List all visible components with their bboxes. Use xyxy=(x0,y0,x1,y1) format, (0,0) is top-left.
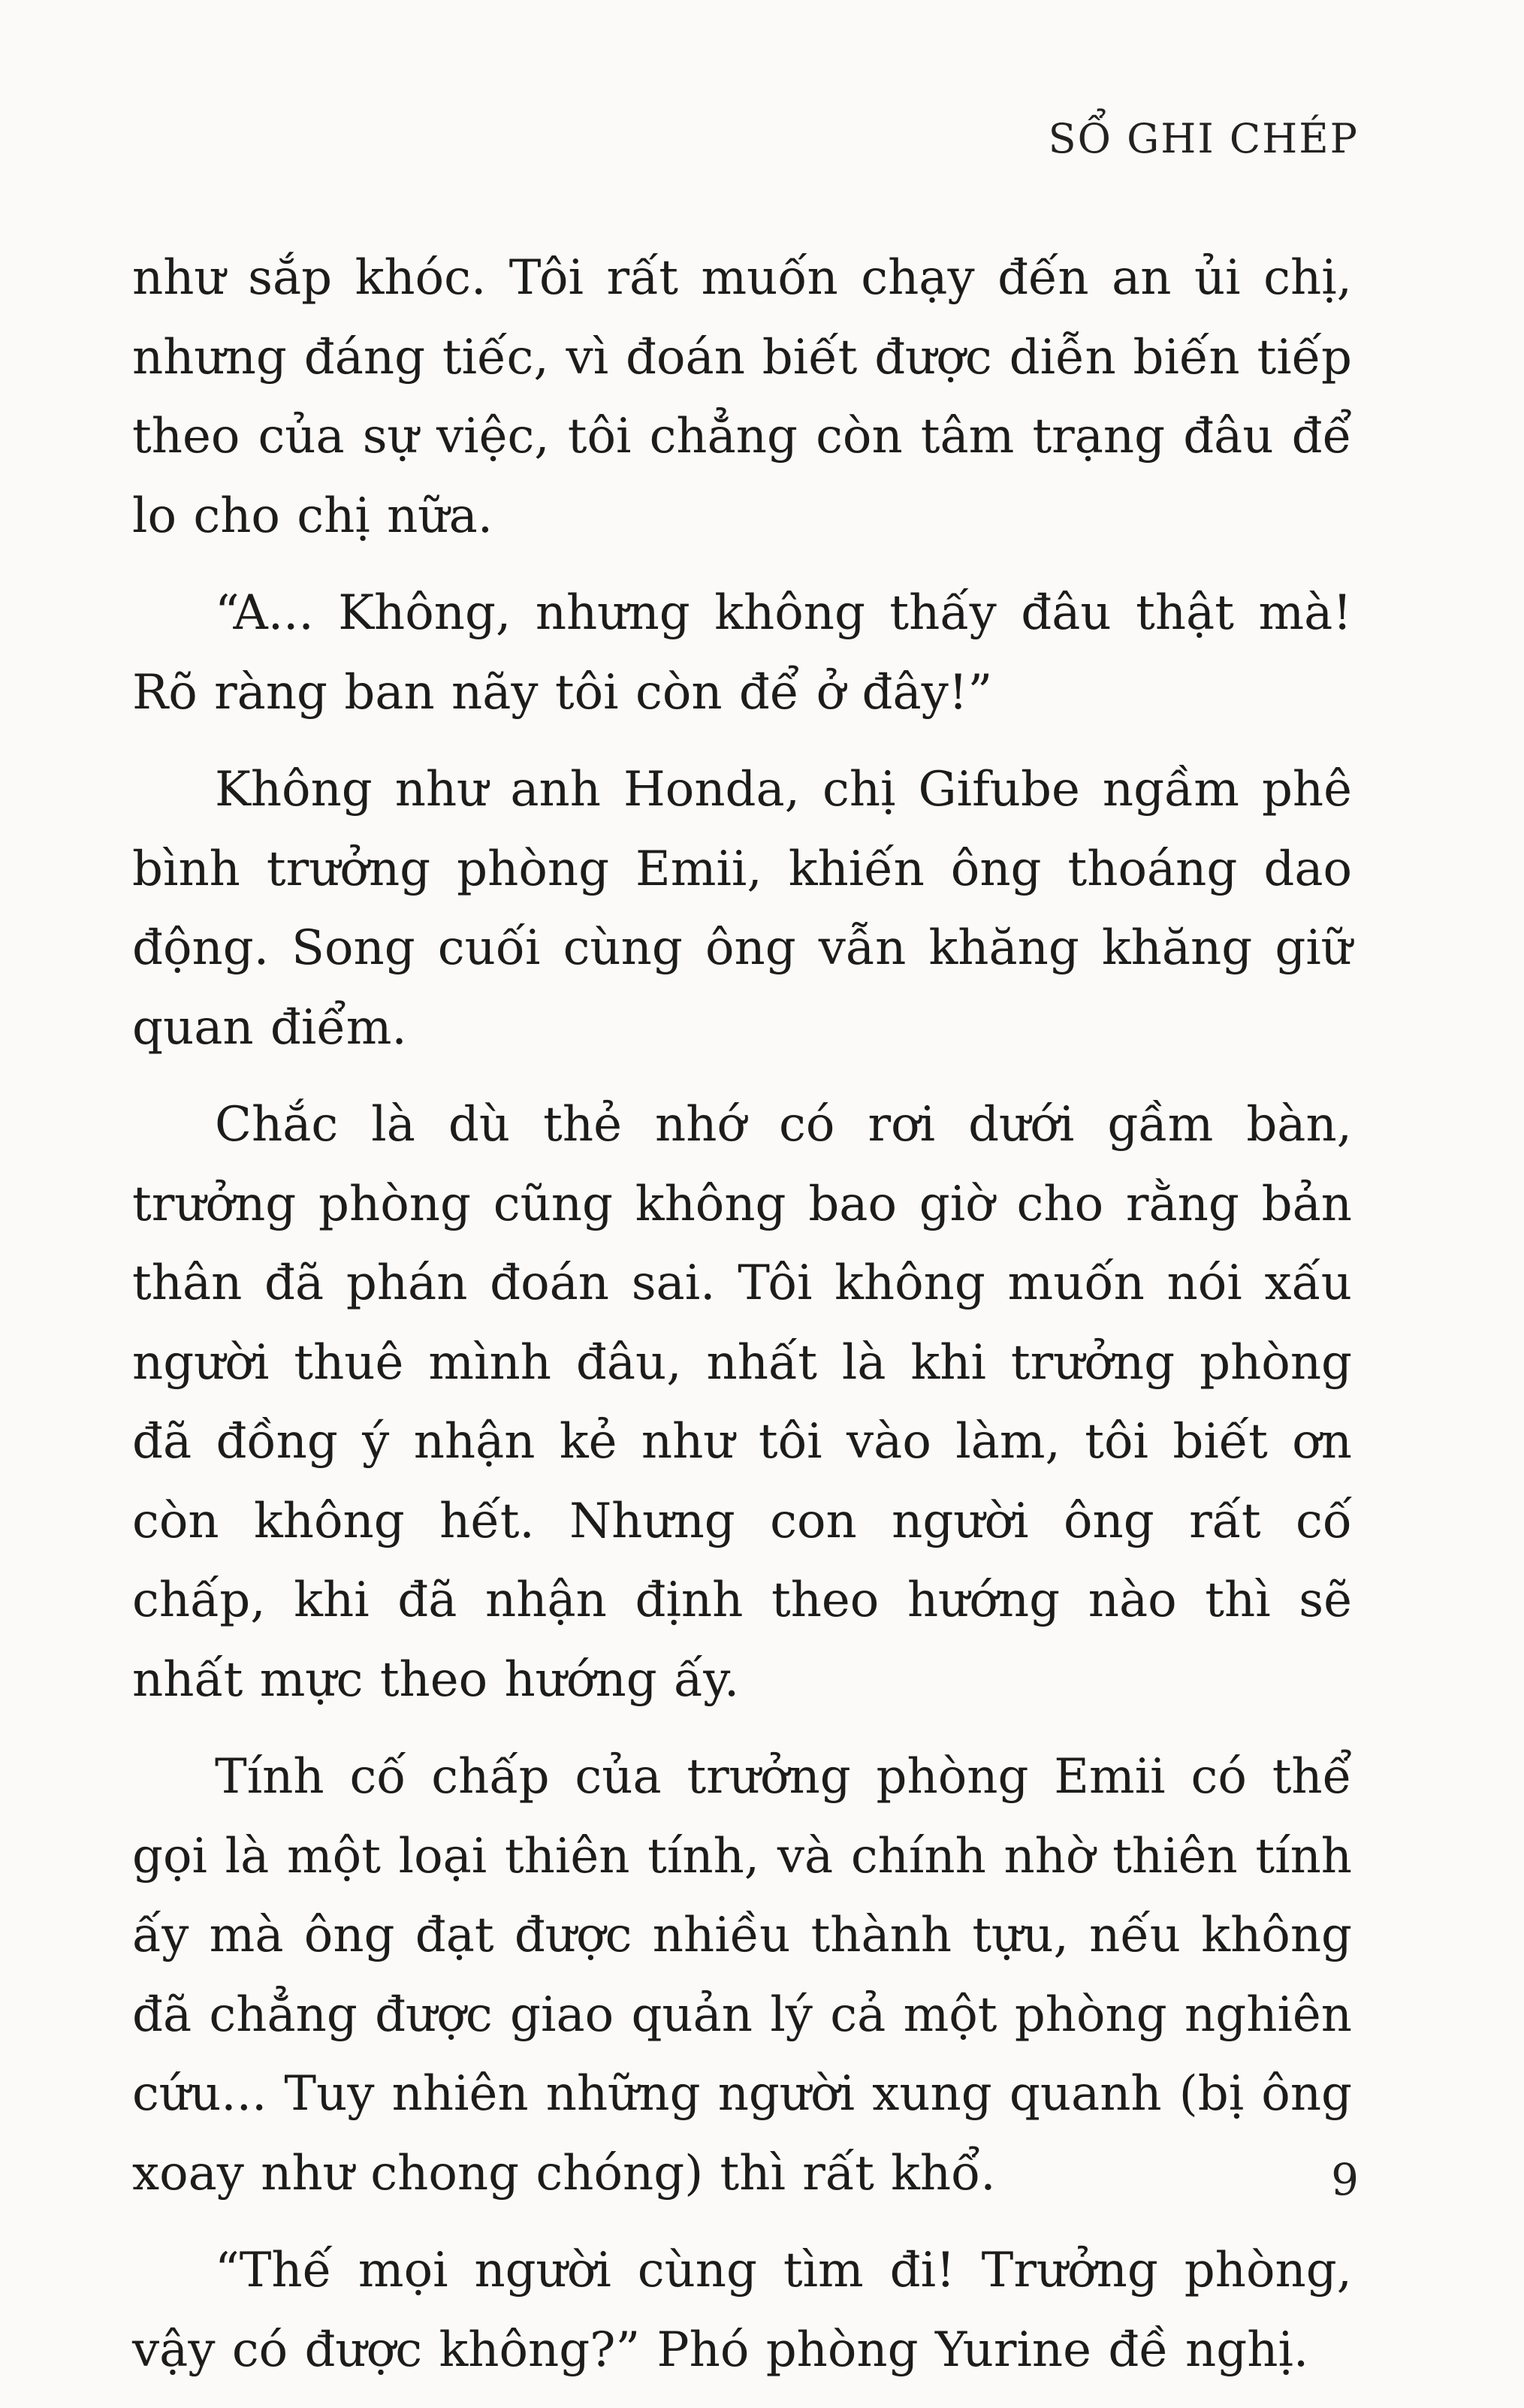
paragraph: Chắc là dù thẻ nhớ có rơi dưới gầm bàn, trưởng phòng cũng không bao giờ cho rằng bản thân đã phán đoán sai. Tôi không muốn nói xấu người thuê mình đâu, nhất là khi trưởng phòng đã đồng ý nhận kẻ như tôi vào làm, tôi biết ơn còn không hết. Nhưng con người ông rất cố chấp, khi đã nhận định theo hướng nào thì sẽ nhất mực theo hướng ấy. xyxy=(132,1097,1352,1708)
paragraph: Tính cố chấp của trưởng phòng Emii có thể gọi là một loại thiên tính, và chính nhờ thiên tính ấy mà ông đạt được nhiều thành tựu, nếu không đã chẳng được giao quản lý cả một phòng nghiên cứu... Tuy nhiên những người xung quanh (bị ông xoay như chong chóng) thì rất khổ. xyxy=(132,1749,1352,2201)
paragraph: như sắp khóc. Tôi rất muốn chạy đến an ủi chị, nhưng đáng tiếc, vì đoán biết được diễn biến tiếp theo của sự việc, tôi chẳng còn tâm trạng đâu để lo cho chị nữa. xyxy=(132,250,1352,544)
page-number: 9 xyxy=(1331,2154,1359,2205)
paragraph: “A... Không, nhưng không thấy đâu thật mà! Rõ ràng ban nãy tôi còn để ở đây!” xyxy=(132,585,1352,721)
paragraph: “Thế mọi người cùng tìm đi! Trưởng phòng, vậy có được không?” Phó phòng Yurine đề nghị. xyxy=(132,2243,1352,2378)
paragraph: Không như anh Honda, chị Gifube ngầm phê bình trưởng phòng Emii, khiến ông thoáng dao động. Song cuối cùng ông vẫn khăng khăng giữ quan điểm. xyxy=(132,762,1352,1056)
running-head: SỔ GHI CHÉP xyxy=(1048,115,1359,162)
body-text xyxy=(132,239,1352,2408)
